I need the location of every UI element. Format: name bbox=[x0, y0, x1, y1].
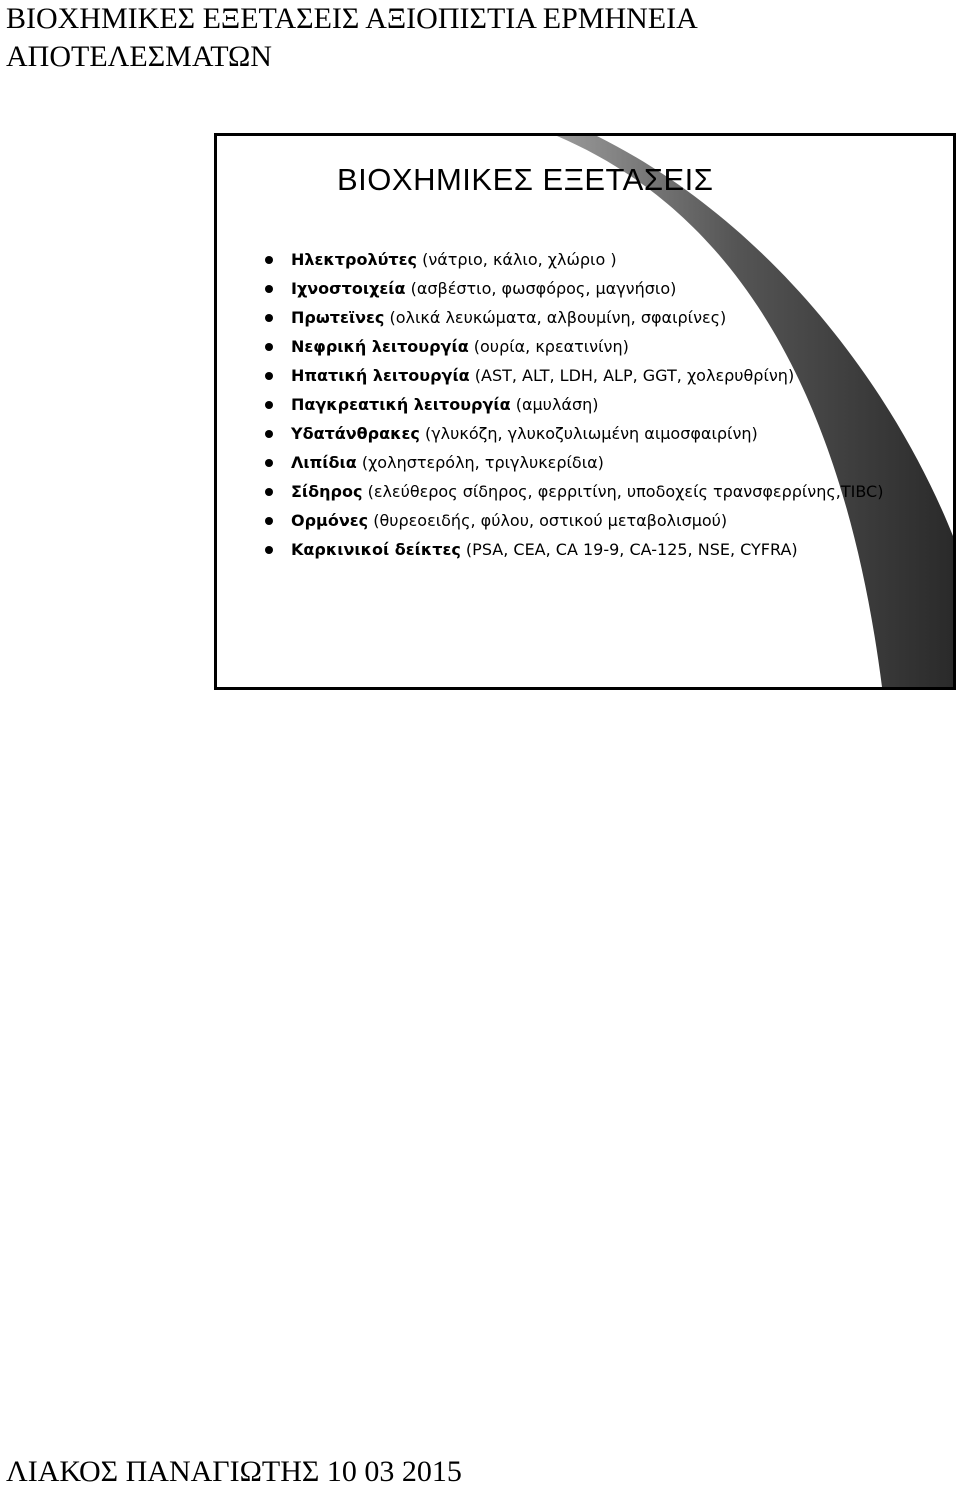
bullet-dot-icon bbox=[265, 546, 273, 554]
bullet-list bbox=[265, 248, 956, 567]
list-item bbox=[265, 277, 956, 301]
bullet-detail: (AST, ALT, LDH, ALP, GGT, χολερυθρίνη) bbox=[469, 366, 795, 385]
list-item bbox=[265, 422, 956, 446]
bullet-dot-icon bbox=[265, 488, 273, 496]
bullet-term: Ιχνοστοιχεία bbox=[291, 279, 406, 298]
bullet-term: Ηλεκτρολύτες bbox=[291, 250, 417, 269]
bullet-dot-icon bbox=[265, 256, 273, 264]
bullet-term: Λιπίδια bbox=[291, 453, 357, 472]
bullet-dot-icon bbox=[265, 517, 273, 525]
bullet-detail: (νάτριο, κάλιο, χλώριο ) bbox=[416, 250, 617, 269]
bullet-dot-icon bbox=[265, 285, 273, 293]
list-item bbox=[265, 451, 956, 475]
slide-title: ΒΙΟΧΗΜΙΚΕΣ ΕΞΕΤΑΣΕΙΣ bbox=[337, 162, 714, 197]
list-item bbox=[265, 538, 956, 562]
bullet-dot-icon bbox=[265, 343, 273, 351]
bullet-term: Ηπατική λειτουργία bbox=[291, 366, 470, 385]
bullet-term: Παγκρεατική λειτουργία bbox=[291, 395, 511, 414]
bullet-dot-icon bbox=[265, 459, 273, 467]
document-title: ΒΙΟΧΗΜΙΚΕΣ ΕΞΕΤΑΣΕΙΣ ΑΞΙΟΠΙΣΤΙΑ ΕΡΜΗΝΕΙΑ ΑΠΟΤΕΛΕΣΜΑΤΩΝ bbox=[6, 2, 697, 73]
bullet-detail: (γλυκόζη, γλυκοζυλιωμένη αιμοσφαιρίνη) bbox=[419, 424, 758, 443]
bullet-detail: (χοληστερόλη, τριγλυκερίδια) bbox=[356, 453, 604, 472]
list-item bbox=[265, 248, 956, 272]
bullet-detail: (ελεύθερος σίδηρος, φερριτίνη, υποδοχείς τρανσφερρίνης,TIBC) bbox=[362, 482, 884, 501]
list-item bbox=[265, 364, 956, 388]
list-item bbox=[265, 306, 956, 330]
bullet-term: Νεφρική λειτουργία bbox=[291, 337, 469, 356]
list-item bbox=[265, 509, 956, 533]
bullet-term: Ορμόνες bbox=[291, 511, 369, 530]
bullet-dot-icon bbox=[265, 372, 273, 380]
bullet-term: Σίδηρος bbox=[291, 482, 363, 501]
bullet-detail: (PSA, CEA, CA 19-9, CA-125, NSE, CYFRA) bbox=[460, 540, 798, 559]
list-item bbox=[265, 335, 956, 359]
bullet-dot-icon bbox=[265, 314, 273, 322]
list-item bbox=[265, 480, 956, 504]
slide bbox=[214, 133, 956, 690]
bullet-dot-icon bbox=[265, 430, 273, 438]
bullet-detail: (αμυλάση) bbox=[510, 395, 599, 414]
footer-author-date: ΛΙΑΚΟΣ ΠΑΝΑΓΙΩΤΗΣ 10 03 2015 bbox=[6, 1455, 462, 1488]
list-item bbox=[265, 393, 956, 417]
bullet-term: Υδατάνθρακες bbox=[291, 424, 420, 443]
bullet-term: Πρωτεϊνες bbox=[291, 308, 385, 327]
bullet-dot-icon bbox=[265, 401, 273, 409]
bullet-detail: (ολικά λευκώματα, αλβουμίνη, σφαιρίνες) bbox=[384, 308, 727, 327]
bullet-detail: (θυρεοειδής, φύλου, οστικού μεταβολισμού) bbox=[368, 511, 728, 530]
bullet-detail: (ασβέστιο, φωσφόρος, μαγνήσιο) bbox=[405, 279, 677, 298]
bullet-detail: (ουρία, κρεατινίνη) bbox=[468, 337, 629, 356]
bullet-term: Καρκινικοί δείκτες bbox=[291, 540, 461, 559]
